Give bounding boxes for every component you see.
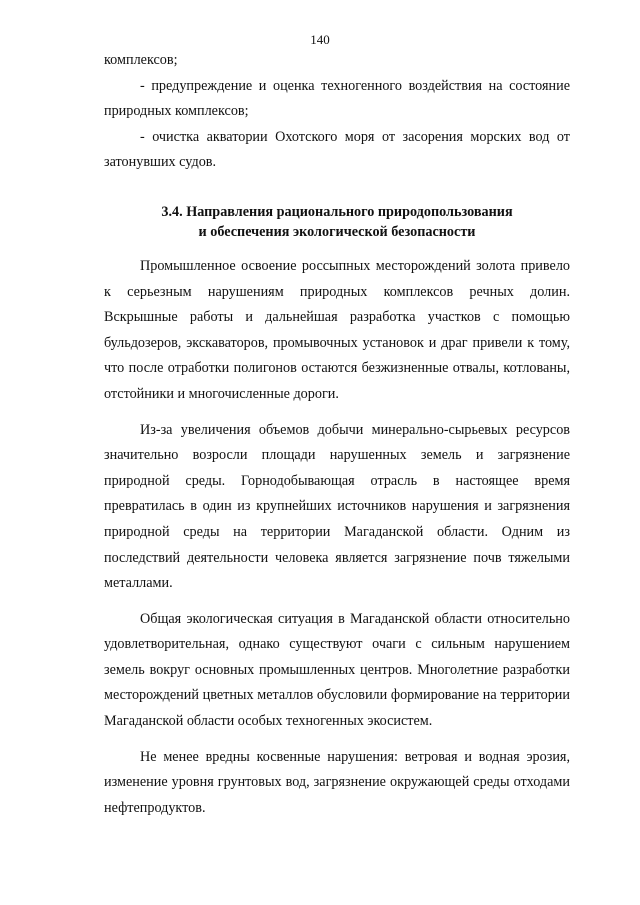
list-item: - очистка акватории Охотского моря от засорения морских вод от затонувших судов. (104, 128, 570, 171)
continuation-text: комплексов; (104, 52, 178, 68)
list-item: - предупреждение и оценка техногенного воздействия на состояние природных комплексов; (104, 77, 570, 120)
page-number: 140 (310, 32, 330, 47)
section-heading (104, 202, 570, 242)
body-paragraph: Не менее вредны косвенные нарушения: ветровая и водная эрозия, изменение уровня грунтовых вод, загрязнение окружающей среды отходами нефтепродуктов. (104, 748, 570, 816)
section-heading-line: и обеспечения экологической безопасности (198, 223, 476, 240)
body-paragraph: Промышленное освоение россыпных месторождений золота привело к серьезным нарушениям природных комплексов речных долин. Вскрышные работы и дальнейшая разработка участков с помощью бульдозеров, экскаваторов, промывочных установок и драг привели к тому, что после отработки полигонов остаются безжизненные отвалы, котлованы, отстойники и многочисленные дороги. (104, 257, 570, 402)
page-content (104, 48, 570, 821)
section-heading-line: 3.4. Направления рационального природопользования (161, 203, 513, 220)
body-paragraph: Общая экологическая ситуация в Магаданской области относительно удовлетворительная, однако существуют очаги с сильным нарушением земель вокруг основных промышленных центров. Многолетние разработки месторождений цветных металлов обусловили формирование на территории Магаданской области особых техногенных экосистем. (104, 610, 570, 730)
body-paragraph: Из-за увеличения объемов добычи минерально-сырьевых ресурсов значительно возросли площади нарушенных земель и загрязнение природной среды. Горнодобывающая отрасль в настоящее время превратилась в один из крупнейших источников нарушения и загрязнения природной среды на территории Магаданской области. Одним из последствий деятельности человека является загрязнение почв тяжелыми металлами. (104, 421, 570, 592)
